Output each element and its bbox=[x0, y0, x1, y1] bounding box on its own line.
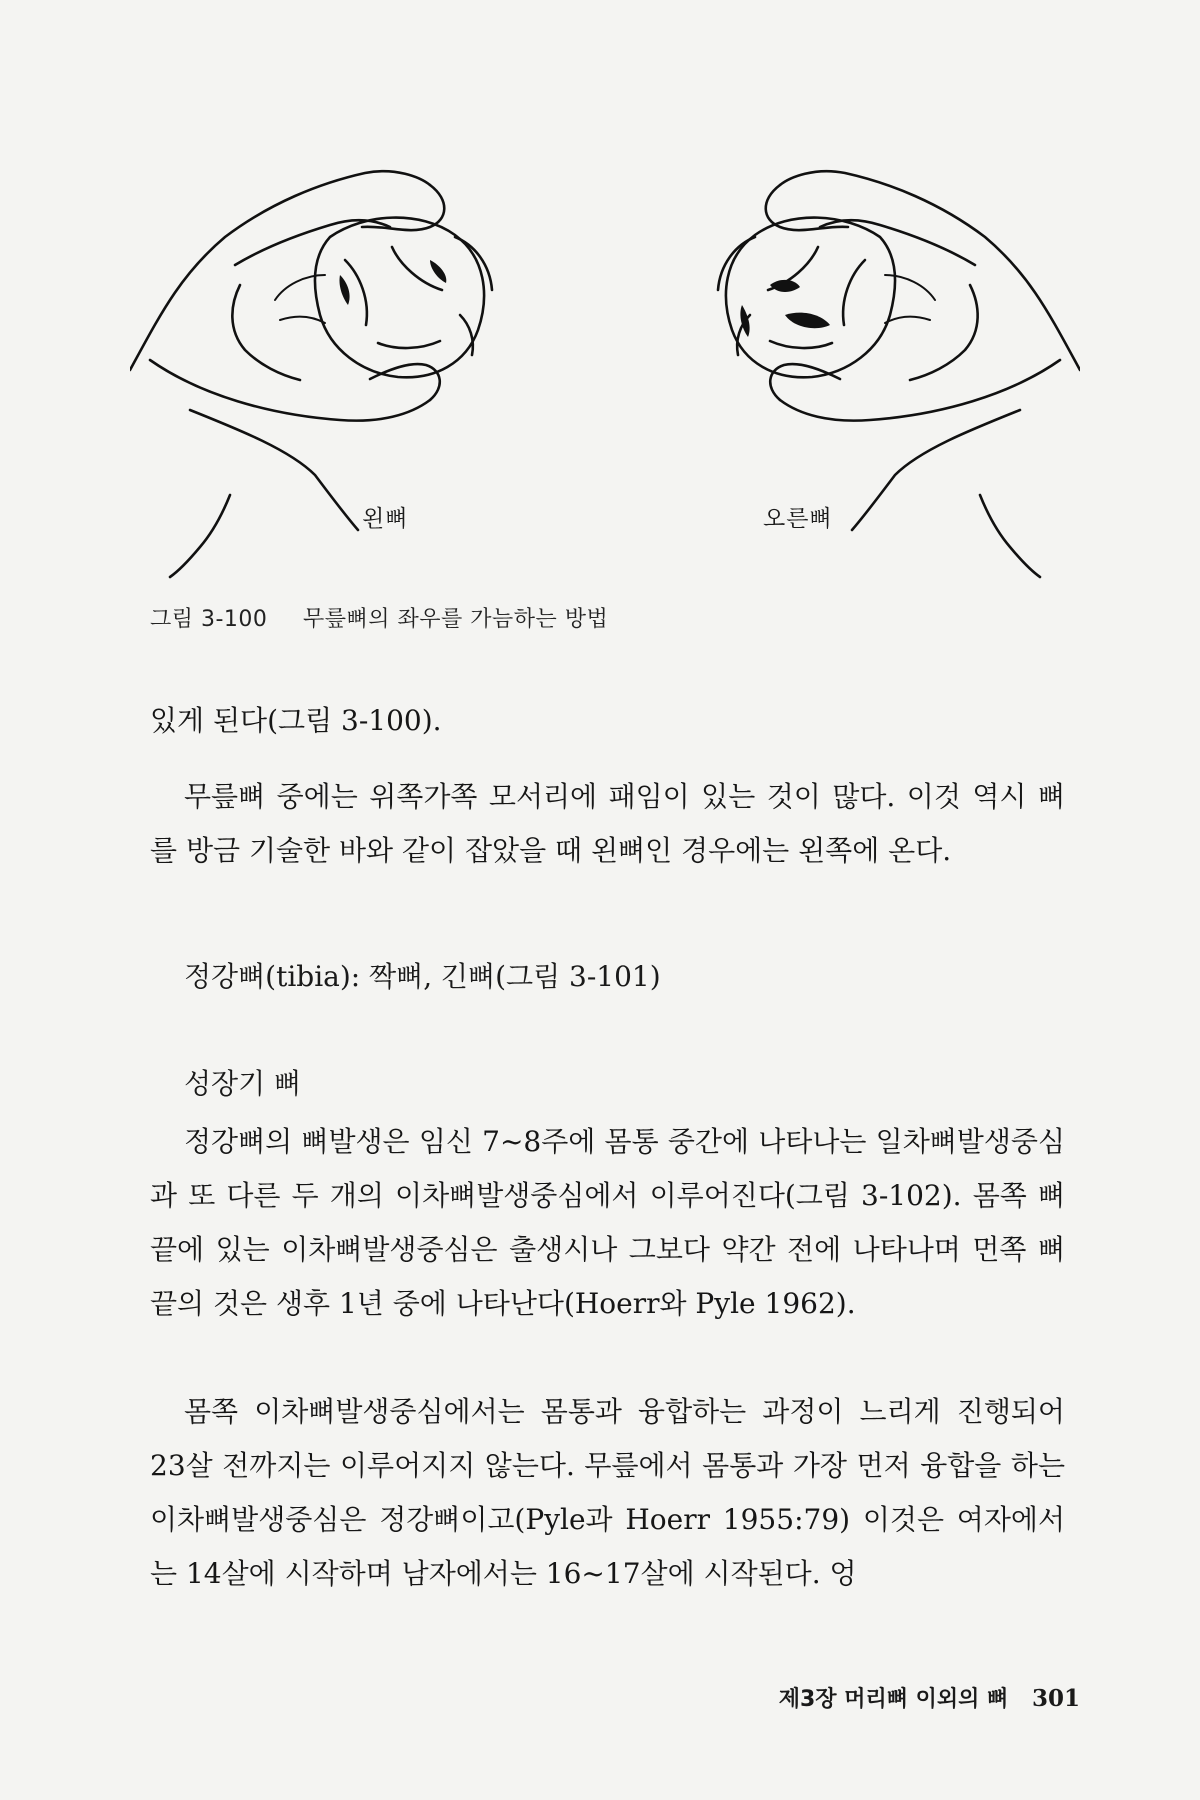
figure-label-left-bone: 왼뼈 bbox=[362, 506, 409, 532]
page-footer bbox=[779, 1682, 1080, 1713]
patella-illustration bbox=[130, 165, 1080, 595]
figure-caption-text: 무릎뼈의 좌우를 가늠하는 방법 bbox=[302, 607, 609, 632]
figure-label-right-bone: 오른뼈 bbox=[763, 506, 833, 532]
figure-caption bbox=[150, 602, 608, 633]
chapter-title: 제3장 머리뼈 이외의 뼈 bbox=[778, 1687, 1009, 1712]
paragraph-1: 있게 된다(그림 3-100). bbox=[150, 704, 442, 737]
figure-patella-hands bbox=[130, 165, 1080, 595]
paragraph-3: 정강뼈의 뼈발생은 임신 7~8주에 몸통 중간에 나타나는 일차뼈발생중심과 또 다른 두 개의 이차뼈발생중심에서 이루어진다(그림 3-102). 몸쪽 뼈끝에 있는 이차뼈발생중심은 출생시나 그보다 약간 전에 나타나며 먼쪽 뼈끝의 것은 생후 1년 중에 나타난다(Hoerr와 Pyle 1962). bbox=[150, 1125, 1065, 1320]
figure-caption-number: 그림 3-100 bbox=[150, 607, 268, 632]
section-heading-tibia: 정강뼈(tibia): 짝뼈, 긴뼈(그림 3-101) bbox=[184, 960, 661, 993]
page-number: 301 bbox=[1031, 1685, 1080, 1712]
subsection-heading-growth: 성장기 뼈 bbox=[184, 1067, 302, 1100]
paragraph-4: 몸쪽 이차뼈발생중심에서는 몸통과 융합하는 과정이 느리게 진행되어 23살 전까지는 이루어지지 않는다. 무릎에서 몸통과 가장 먼저 융합을 하는 이차뼈발생중심은 정강뼈이고(Pyle과 Hoerr 1955:79) 이것은 여자에서는 14살에 시작하며 남자에서는 16~17살에 시작된다. 엉 bbox=[150, 1395, 1065, 1590]
paragraph-2: 무릎뼈 중에는 위쪽가쪽 모서리에 패임이 있는 것이 많다. 이것 역시 뼈를 방금 기술한 바와 같이 잡았을 때 왼뼈인 경우에는 왼쪽에 온다. bbox=[150, 780, 1065, 867]
